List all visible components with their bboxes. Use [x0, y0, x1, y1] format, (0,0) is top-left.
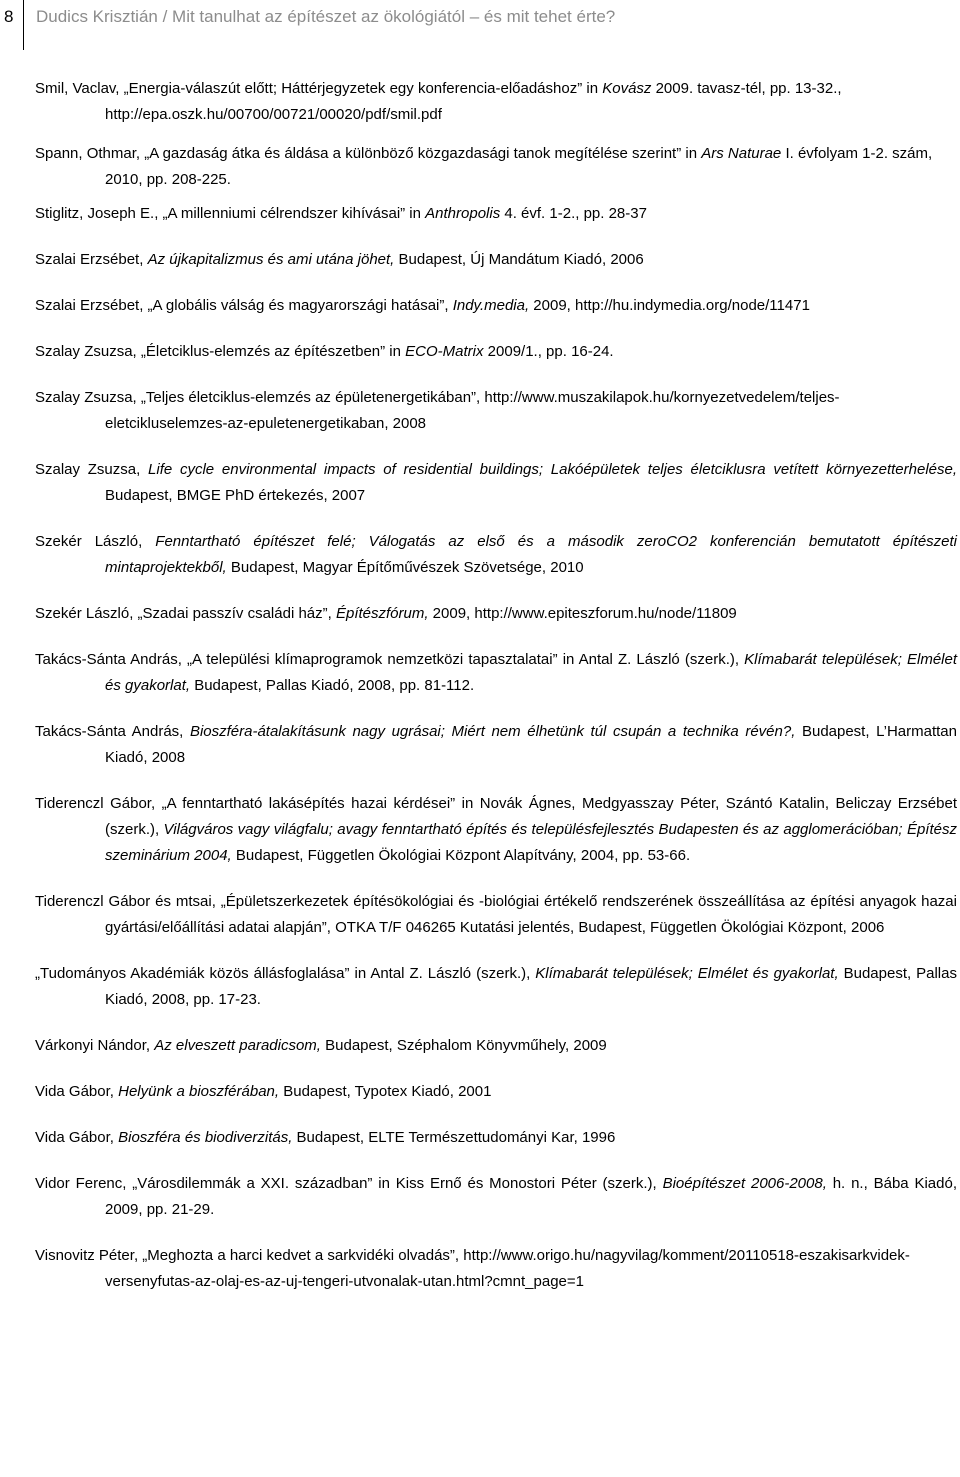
reference-text: I. évfolyam 1-2. szám, 2010, pp. 208-225. [105, 145, 933, 188]
reference-entry [35, 961, 957, 1013]
reference-title: Life cycle environmental impacts of residential buildings; Lakóépületek teljes életciklusra vetített környezetterhelése, [148, 461, 958, 478]
reference-entry [35, 529, 957, 581]
reference-title: Klímabarát települések; Elmélet és gyakorlat, [535, 965, 839, 982]
reference-title: ECO-Matrix [405, 343, 484, 360]
reference-title: Bioszféra-átalakításunk nagy ugrásai; Miért nem élhetünk túl csupán a technika révén?, [189, 723, 796, 740]
reference-text: Szalay Zsuzsa, „Teljes életciklus-elemzés az épületenergetikában”, http://www.muszakilapok.hu/kornyezetvedelem/teljes-eletcikluselemzes-az-epuletenergetikaban, 2008 [35, 389, 840, 432]
reference-text: Budapest, Független Ökológiai Központ Alapítvány, 2004, pp. 53-66. [231, 847, 691, 864]
reference-text: Vidor Ferenc, „Városdilemmák a XXI. században” in Kiss Ernő és Monostori Péter (szerk.), [35, 1175, 663, 1192]
reference-text: Vida Gábor, [35, 1129, 119, 1146]
reference-text: Budapest, ELTE Természettudományi Kar, 1996 [292, 1129, 616, 1146]
reference-title: Az újkapitalizmus és ami utána jöhet, [147, 251, 395, 268]
reference-text: Budapest, Pallas Kiadó, 2008, pp. 81-112. [190, 677, 475, 694]
reference-text: Vida Gábor, [35, 1083, 119, 1100]
reference-title: Anthropolis [425, 205, 501, 222]
reference-entry [35, 385, 957, 437]
reference-text: 2009, http://www.epiteszforum.hu/node/11809 [428, 605, 737, 622]
reference-title: Világváros vagy világfalu; avagy fenntartható építés és településfejlesztés Budapesten és az agglomerációban; Építész szeminárium 2004, [105, 821, 957, 864]
reference-entry [35, 1243, 957, 1295]
reference-entry [35, 141, 957, 193]
reference-entry [35, 339, 957, 365]
reference-text: Budapest, L’Harmattan Kiadó, 2008 [105, 723, 957, 766]
reference-text: Budapest, Pallas Kiadó, 2008, pp. 17-23. [105, 965, 957, 1008]
reference-text: Smil, Vaclav, „Energia-válaszút előtt; Háttérjegyzetek egy konferencia-előadáshoz” in [35, 80, 603, 97]
page-number: 8 [4, 7, 14, 26]
reference-title: Az elveszett paradicsom, [154, 1037, 321, 1054]
reference-title: Fenntartható építészet felé; Válogatás az első és a második zeroCO2 konferencián bemutatott építészeti mintaprojektekből, [105, 533, 958, 576]
reference-text: Budapest, Széphalom Könyvműhely, 2009 [320, 1037, 607, 1054]
reference-text: 2009, http://hu.indymedia.org/node/11471 [529, 297, 810, 314]
reference-text: Spann, Othmar, „A gazdaság átka és áldása a különböző közgazdasági tanok megítélése szerint” in [35, 145, 702, 162]
reference-entry [35, 1125, 957, 1151]
reference-title: Helyünk a bioszférában, [118, 1083, 280, 1100]
reference-text: Budapest, Új Mandátum Kiadó, 2006 [394, 251, 644, 268]
reference-text: Szekér László, „Szadai passzív családi ház”, [35, 605, 336, 622]
reference-entry [35, 1079, 957, 1105]
reference-text: h. n., Bába Kiadó, 2009, pp. 21-29. [105, 1175, 957, 1218]
running-title: Dudics Krisztián / Mit tanulhat az építészet az ökológiától – és mit tehet érte? [36, 7, 616, 26]
reference-entry [35, 791, 957, 869]
reference-entry [35, 889, 957, 941]
reference-title: Indy.media, [452, 297, 530, 314]
reference-text: Várkonyi Nándor, [35, 1037, 155, 1054]
reference-text: Tiderenczl Gábor és mtsai, „Épületszerkezetek építésökológiai és -biológiai értékelő rendszerének összeállítása az építési anyagok hazai gyártási/előállítási adatai alapján”, OTKA T/F 046265 Kutatási jelentés, Budapest, Független Ökológiai Központ, 2006 [35, 893, 957, 936]
reference-list [35, 76, 957, 1295]
reference-entry [35, 647, 957, 699]
reference-entry [35, 457, 957, 509]
reference-entry [35, 719, 957, 771]
header-divider [23, 0, 24, 50]
reference-text: Takács-Sánta András, [35, 723, 190, 740]
reference-text: Szalay Zsuzsa, „Életciklus-elemzés az építészetben” in [35, 343, 406, 360]
reference-title: Kovász [602, 80, 652, 97]
reference-text: Szalay Zsuzsa, [35, 461, 149, 478]
reference-text: Szalai Erzsébet, [35, 251, 148, 268]
reference-title: Klímabarát települések; Elmélet és gyakorlat, [105, 651, 958, 694]
reference-text: Szalai Erzsébet, „A globális válság és magyarországi hatásai”, [35, 297, 453, 314]
reference-title: Bioszféra és biodiverzitás, [118, 1129, 293, 1146]
reference-text: Budapest, Typotex Kiadó, 2001 [279, 1083, 492, 1100]
reference-entry [35, 201, 957, 227]
reference-entry [35, 247, 957, 273]
reference-title: Ars Naturae [701, 145, 782, 162]
reference-title: Bioépítészet 2006-2008, [662, 1175, 827, 1192]
reference-text: Visnovitz Péter, „Meghozta a harci kedvet a sarkvidéki olvadás”, http://www.origo.hu/nagyvilag/komment/20110518-eszakisarkvidek-versenyfutas-az-olaj-es-az-uj-tengeri-utvonalak-utan.html?cmnt_page=1 [35, 1247, 910, 1290]
reference-text: Budapest, BMGE PhD értekezés, 2007 [105, 487, 366, 504]
reference-entry [35, 1033, 957, 1059]
reference-title: Építészfórum, [335, 605, 429, 622]
reference-text: 2009/1., pp. 16-24. [483, 343, 614, 360]
reference-text: 4. évf. 1-2., pp. 28-37 [500, 205, 647, 222]
reference-entry [35, 293, 957, 319]
reference-text: Tiderenczl Gábor, „A fenntartható lakásépítés hazai kérdései” in Novák Ágnes, Medgyasszay Péter, Szántó Katalin, Beliczay Erzsébet (szerk.), [35, 795, 957, 838]
reference-text: Takács-Sánta András, „A települési klímaprogramok nemzetközi tapasztalatai” in Antal Z. László (szerk.), [35, 651, 745, 668]
reference-text: „Tudományos Akadémiák közös állásfoglalása” in Antal Z. László (szerk.), [35, 965, 536, 982]
reference-entry [35, 1171, 957, 1223]
reference-text: 2009. tavasz-tél, pp. 13-32., http://epa.oszk.hu/00700/00721/00020/pdf/smil.pdf [105, 80, 842, 123]
reference-entry [35, 601, 957, 627]
reference-text: Budapest, Magyar Építőművészek Szövetsége, 2010 [226, 559, 584, 576]
reference-text: Stiglitz, Joseph E., „A millenniumi célrendszer kihívásai” in [35, 205, 426, 222]
reference-entry [35, 76, 957, 128]
reference-text: Szekér László, [35, 533, 156, 550]
